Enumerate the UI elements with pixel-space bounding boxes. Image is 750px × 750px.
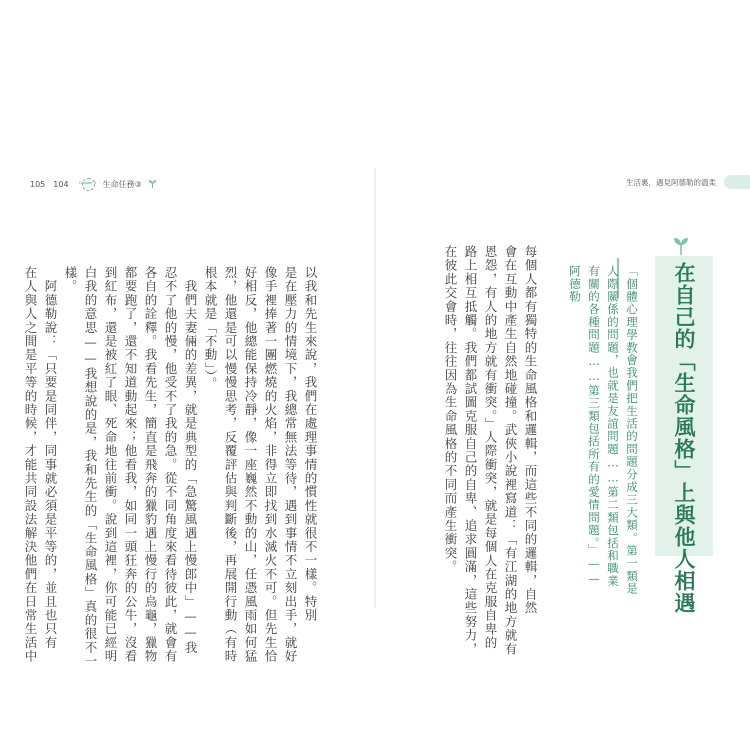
page-numbers: 105 104 — [30, 179, 69, 189]
right-page-body: 每個人都有獨特的生命風格和邏輯，而這些不同的邏輯，自然 會在互動中產生自然地碰撞。武俠小說裡寫道：「有江湖的地方就有 恩怨，有人的地方就有衝突。」人際衝突，就是每個人在克服自卑的 路上相互抵觸。我們都試圖克服自己的自卑、追求圓滿，這些努力， 在彼此交會時，往往因為生命風格的不同而產生衝突。 — [443, 245, 538, 656]
gutter — [374, 168, 376, 608]
epigraph-quote: 「個體心理學教會我們把生活的問題分成三大類。第一類是 人際關係的問題，也就是友誼問題……第二類包括和職業 有關的各種問題……第三類包括所有的愛情問題。」—— 阿德勒 — [568, 265, 639, 596]
chapter-badge — [79, 177, 97, 191]
right-page-header — [626, 175, 750, 189]
left-page-body: 以我和先生來說，我們在處理事情的慣性就很不一樣。特別 是在壓力的情境下，我總常無法等待，遇到事情不立刻出手，就好 像手裡捧著一團燃燒的火焰，非得立即找到水滅火不可。但先生恰 好相反，他總能保持冷靜，像一座巍然不動的山，任憑風雨如何猛 烈，他還是可以慢慢思考，反覆評估與判斷後，再展開行動（有時 根本就是「不動」）。 我們夫妻倆的差異，就是典型的「急驚風遇上慢郎中」——我 忍不了他的慢，他受不了我的急。從不同角度來看待彼此，就會有 各自的詮釋。我看先生，簡直是飛奔的獵豹遇上慢行的烏龜，獵物 都要跑了，還不知道動起來；他看我，如同一頭狂奔的公牛，沒看 到紅布，還是被紅了眼、死命地往前衝。說到這裡，你可能已經明 白我的意思——我想說的是，我和先生的「生命風格」真的很不一 樣。 阿德勒說：「只要是同伴，同事就必須是平等的，並且也只有 在人與人之間是平等的時候，才能共同設法解決他們在日常生活中 — [23, 266, 318, 669]
sprout-icon — [672, 236, 690, 256]
sprout-icon — [148, 179, 157, 189]
left-page-header — [30, 176, 157, 192]
section-tab — [724, 175, 750, 189]
right-running-title: 生活裏，遇見阿德勒的溫柔 — [626, 177, 716, 187]
chapter-badge-label: Chapter 3 — [79, 181, 96, 185]
left-running-title: 生命任務③ — [102, 179, 142, 189]
section-title: 在自己的「生命風格」上與他人相遇 — [672, 262, 697, 614]
